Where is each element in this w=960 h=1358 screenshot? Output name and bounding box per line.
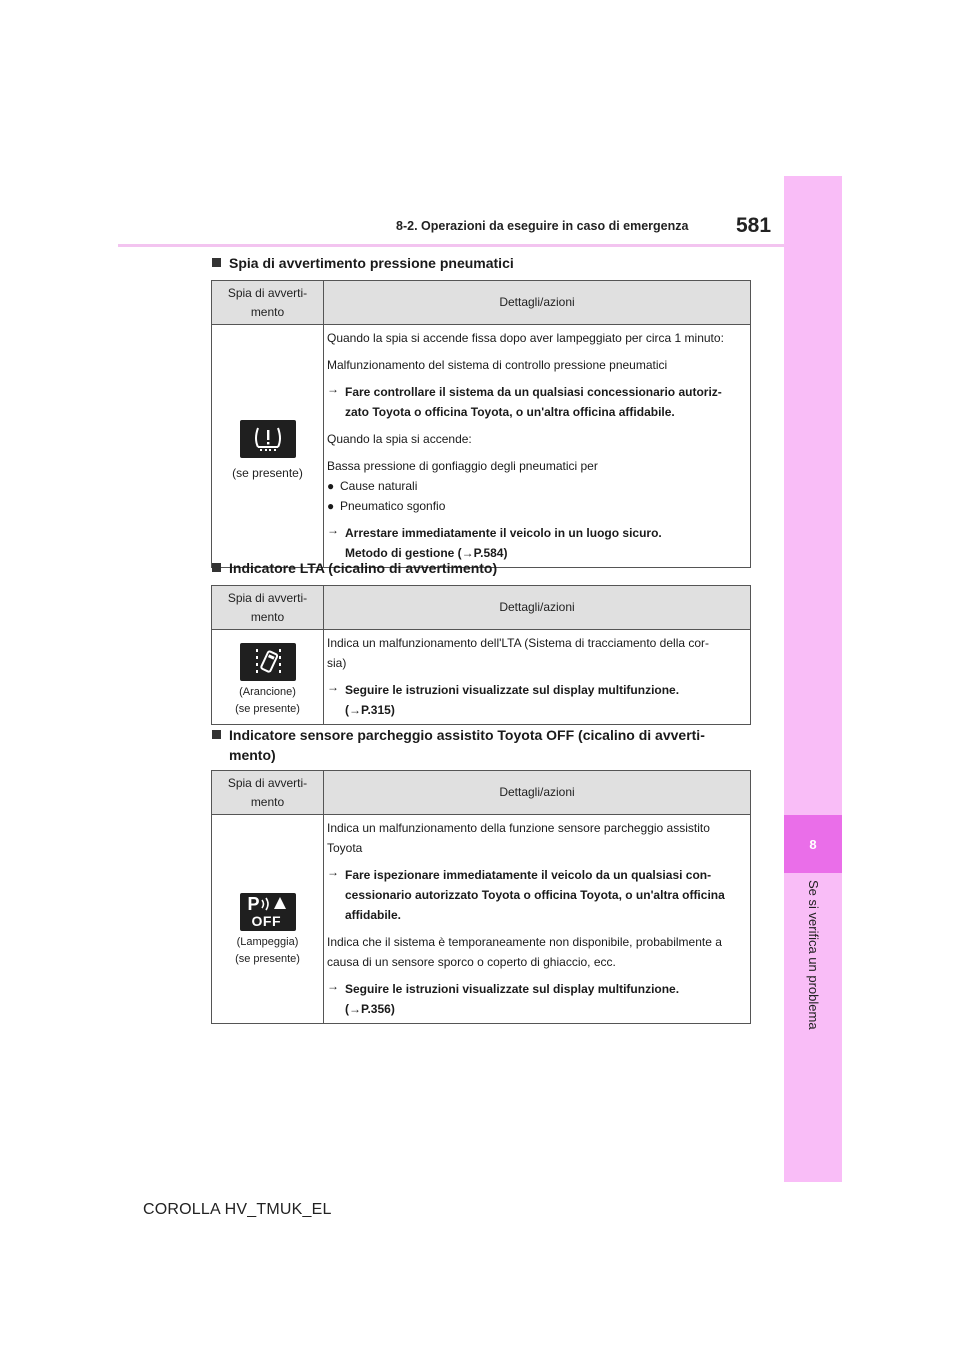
square-bullet-icon [212,258,221,267]
warning-table-tire-pressure [211,280,751,568]
section-heading-parking-sensor: Indicatore sensore parcheggio assistito Toyota OFF (cicalino di avverti- mento) [212,725,742,765]
details-cell: Indica un malfunzionamento della funzione sensore parcheggio assistito Toyota → Fare ispezionare immediatamente il veicolo da un qualsiasi con- cessionario autorizzato Toyota o officina Toyota, o un'altra officina affidabile. Indica che il sistema è temporaneamente non disponibile, probabilmente a causa di un sensore sporco o coperto di ghiaccio, ecc. → Seguire le istruzioni visualizzate sul display multifunzione. (→P.356) [324,815,751,1024]
table-header-details: Dettagli/azioni [324,771,751,815]
bullet-icon: ● [327,499,335,513]
section-heading-tire-pressure: Spia di avvertimento pressione pneumatici [212,253,514,273]
warning-light-cell: P OFF (Lampeggia) (se presente) [212,815,324,1024]
tire-pressure-warning-icon [240,420,296,458]
square-bullet-icon [212,730,221,739]
section-title: 8-2. Operazioni da eseguire in caso di emergenza [396,219,689,233]
arrow-icon: → [327,523,339,537]
header-divider [118,244,784,247]
arrow-icon: → [327,865,339,879]
table-header-light: Spia di avverti- mento [212,586,324,630]
arrow-icon: → [327,382,339,396]
table-header-light: Spia di avverti- mento [212,771,324,815]
warning-light-cell: (Arancione) (se presente) [212,630,324,725]
details-cell: Quando la spia si accende fissa dopo aver lampeggiato per circa 1 minuto: Malfunzionamento del sistema di controllo pressione pneumatici → Fare controllare il sistema da un qualsiasi concessionario autoriz- zato Toyota o officina Toyota, o un'altra officina affidabile. Quando la spia si accende: Bassa pressione di gonfiaggio degli pneumatici per ● Cause naturali ● Pneumatico sgonfio → Arrestare immediatamente il veicolo in un luogo sicuro. Metodo di gestione (→P.584) [324,325,751,568]
arrow-icon: → [461,546,474,560]
chapter-title: Se si verifica un problema [806,880,821,1030]
arrow-icon: → [327,979,339,993]
arrow-icon: → [327,680,339,694]
arrow-icon: → [349,1002,361,1016]
warning-table-lta [211,585,751,725]
parking-sensor-off-icon: P OFF [240,893,296,931]
page-number: 581 [736,214,772,237]
table-header-light: Spia di avverti- mento [212,281,324,325]
details-cell: Indica un malfunzionamento dell'LTA (Sistema di tracciamento della cor- sia) → Seguire le istruzioni visualizzate sul display multifunzione. (→P.315) [324,630,751,725]
warning-table-parking-sensor [211,770,751,1024]
bullet-icon: ● [327,479,335,493]
chapter-number-badge: 8 [784,815,842,873]
warning-light-cell: (se presente) [212,325,324,568]
square-bullet-icon [212,563,221,572]
arrow-icon: → [349,703,361,717]
footer-model-code: COROLLA HV_TMUK_EL [143,1201,332,1218]
lane-tracing-assist-icon [240,643,296,681]
section-heading-lta: Indicatore LTA (cicalino di avvertimento) [212,558,497,578]
table-header-details: Dettagli/azioni [324,281,751,325]
table-header-details: Dettagli/azioni [324,586,751,630]
